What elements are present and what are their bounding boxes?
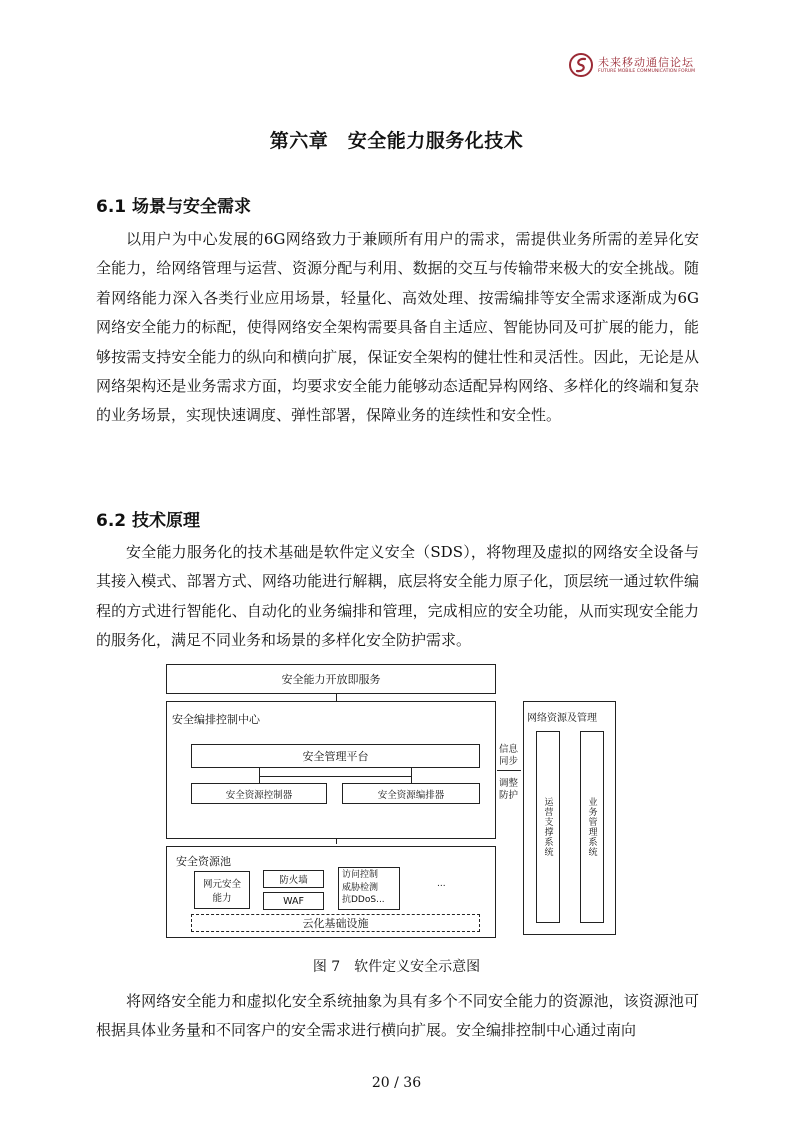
anti-ddos-text: 抗DDoS... [342,895,385,905]
access-control-text: 访问控制 [342,870,379,880]
ops-support-box [536,731,560,923]
adjust-protect-label: 调整防护 [499,778,519,801]
page-number: 20 / 36 [371,1075,422,1091]
forum-logo [568,52,698,80]
mgmt-platform-box: 安全管理平台 [191,744,480,768]
section-title-6-2: 6.2 技术原理 [96,511,201,531]
resource-pool-label: 安全资源池 [176,855,231,868]
ellipsis-text: ... [437,879,446,889]
bracket-right [411,768,412,783]
bracket-left [259,768,260,783]
chapter-title: 第六章 安全能力服务化技术 [269,130,524,152]
orchestration-center-label: 安全编排控制中心 [172,713,260,726]
waf-box: WAF [263,892,324,910]
info-sync-label: 信息同步 [499,744,519,767]
sds-diagram [166,664,626,939]
resource-orchestrator-box: 安全资源编排器 [342,783,480,804]
bracket-line [259,776,411,777]
logo-chinese-text: 未来移动通信论坛 [598,56,694,69]
cloud-infra-box: 云化基础设施 [191,914,480,932]
threat-detect-text: 威胁检测 [342,882,379,893]
biz-mgmt-text: 业务管理系统 [586,797,597,857]
network-resource-label: 网络资源及管理 [527,713,597,724]
ops-support-text: 运营支撑系统 [542,797,553,857]
security-functions-box [338,867,400,910]
orchestration-center-box [166,701,496,839]
section-6-2-paragraph: 安全能力服务化的技术基础是软件定义安全（SDS），将物理及虚拟的网络安全设备与其接入模式、部署方式、网络功能进行解耦，底层将安全能力原子化，顶层统一通过软件编程的方式进行智能化、自动化的业务编排和管理，完成相应的安全功能，从而实现安全能力的服务化，满足不同业务和场景的多样化安全防护需求。 [96,543,699,650]
resource-controller-box: 安全资源控制器 [191,783,327,804]
figure-caption: 图 7 软件定义安全示意图 [312,959,481,975]
section-6-2-continued-paragraph: 将网络安全能力和虚拟化安全系统抽象为具有多个不同安全能力的资源池，该资源池可根据具体业务量和不同客户的安全需求进行横向扩展。安全编排控制中心通过南向 [96,992,699,1040]
logo-swirl-icon [568,52,594,78]
service-box: 安全能力开放即服务 [166,664,496,694]
ne-security-box: 网元安全能力 [194,871,250,909]
logo-english-text: FUTURE MOBILE COMMUNICATION FORUM [598,69,696,74]
section-6-1-paragraph: 以用户为中心发展的6G网络致力于兼顾所有用户的需求，需提供业务所需的差异化安全能力，给网络管理与运营、资源分配与利用、数据的交互与传输带来极大的安全挑战。随着网络能力深入各类行业应用场景，轻量化、高效处理、按需编排等安全需求逐渐成为6G网络安全能力的标配，使得网络安全架构需要具备自主适应、智能协同及可扩展的能力，能够按需支持安全能力的纵向和横向扩展，保证安全架构的健壮性和灵活性。因此，无论是从网络架构还是业务需求方面，均要求安全能力能够动态适配异构网络、多样化的终端和复杂的业务场景，实现快速调度、弹性部署，保障业务的连续性和安全性。 [96,230,699,425]
divider-line [497,770,521,771]
biz-mgmt-box [580,731,604,923]
section-title-6-1: 6.1 场景与安全需求 [96,197,252,217]
firewall-box: 防火墙 [263,870,324,888]
